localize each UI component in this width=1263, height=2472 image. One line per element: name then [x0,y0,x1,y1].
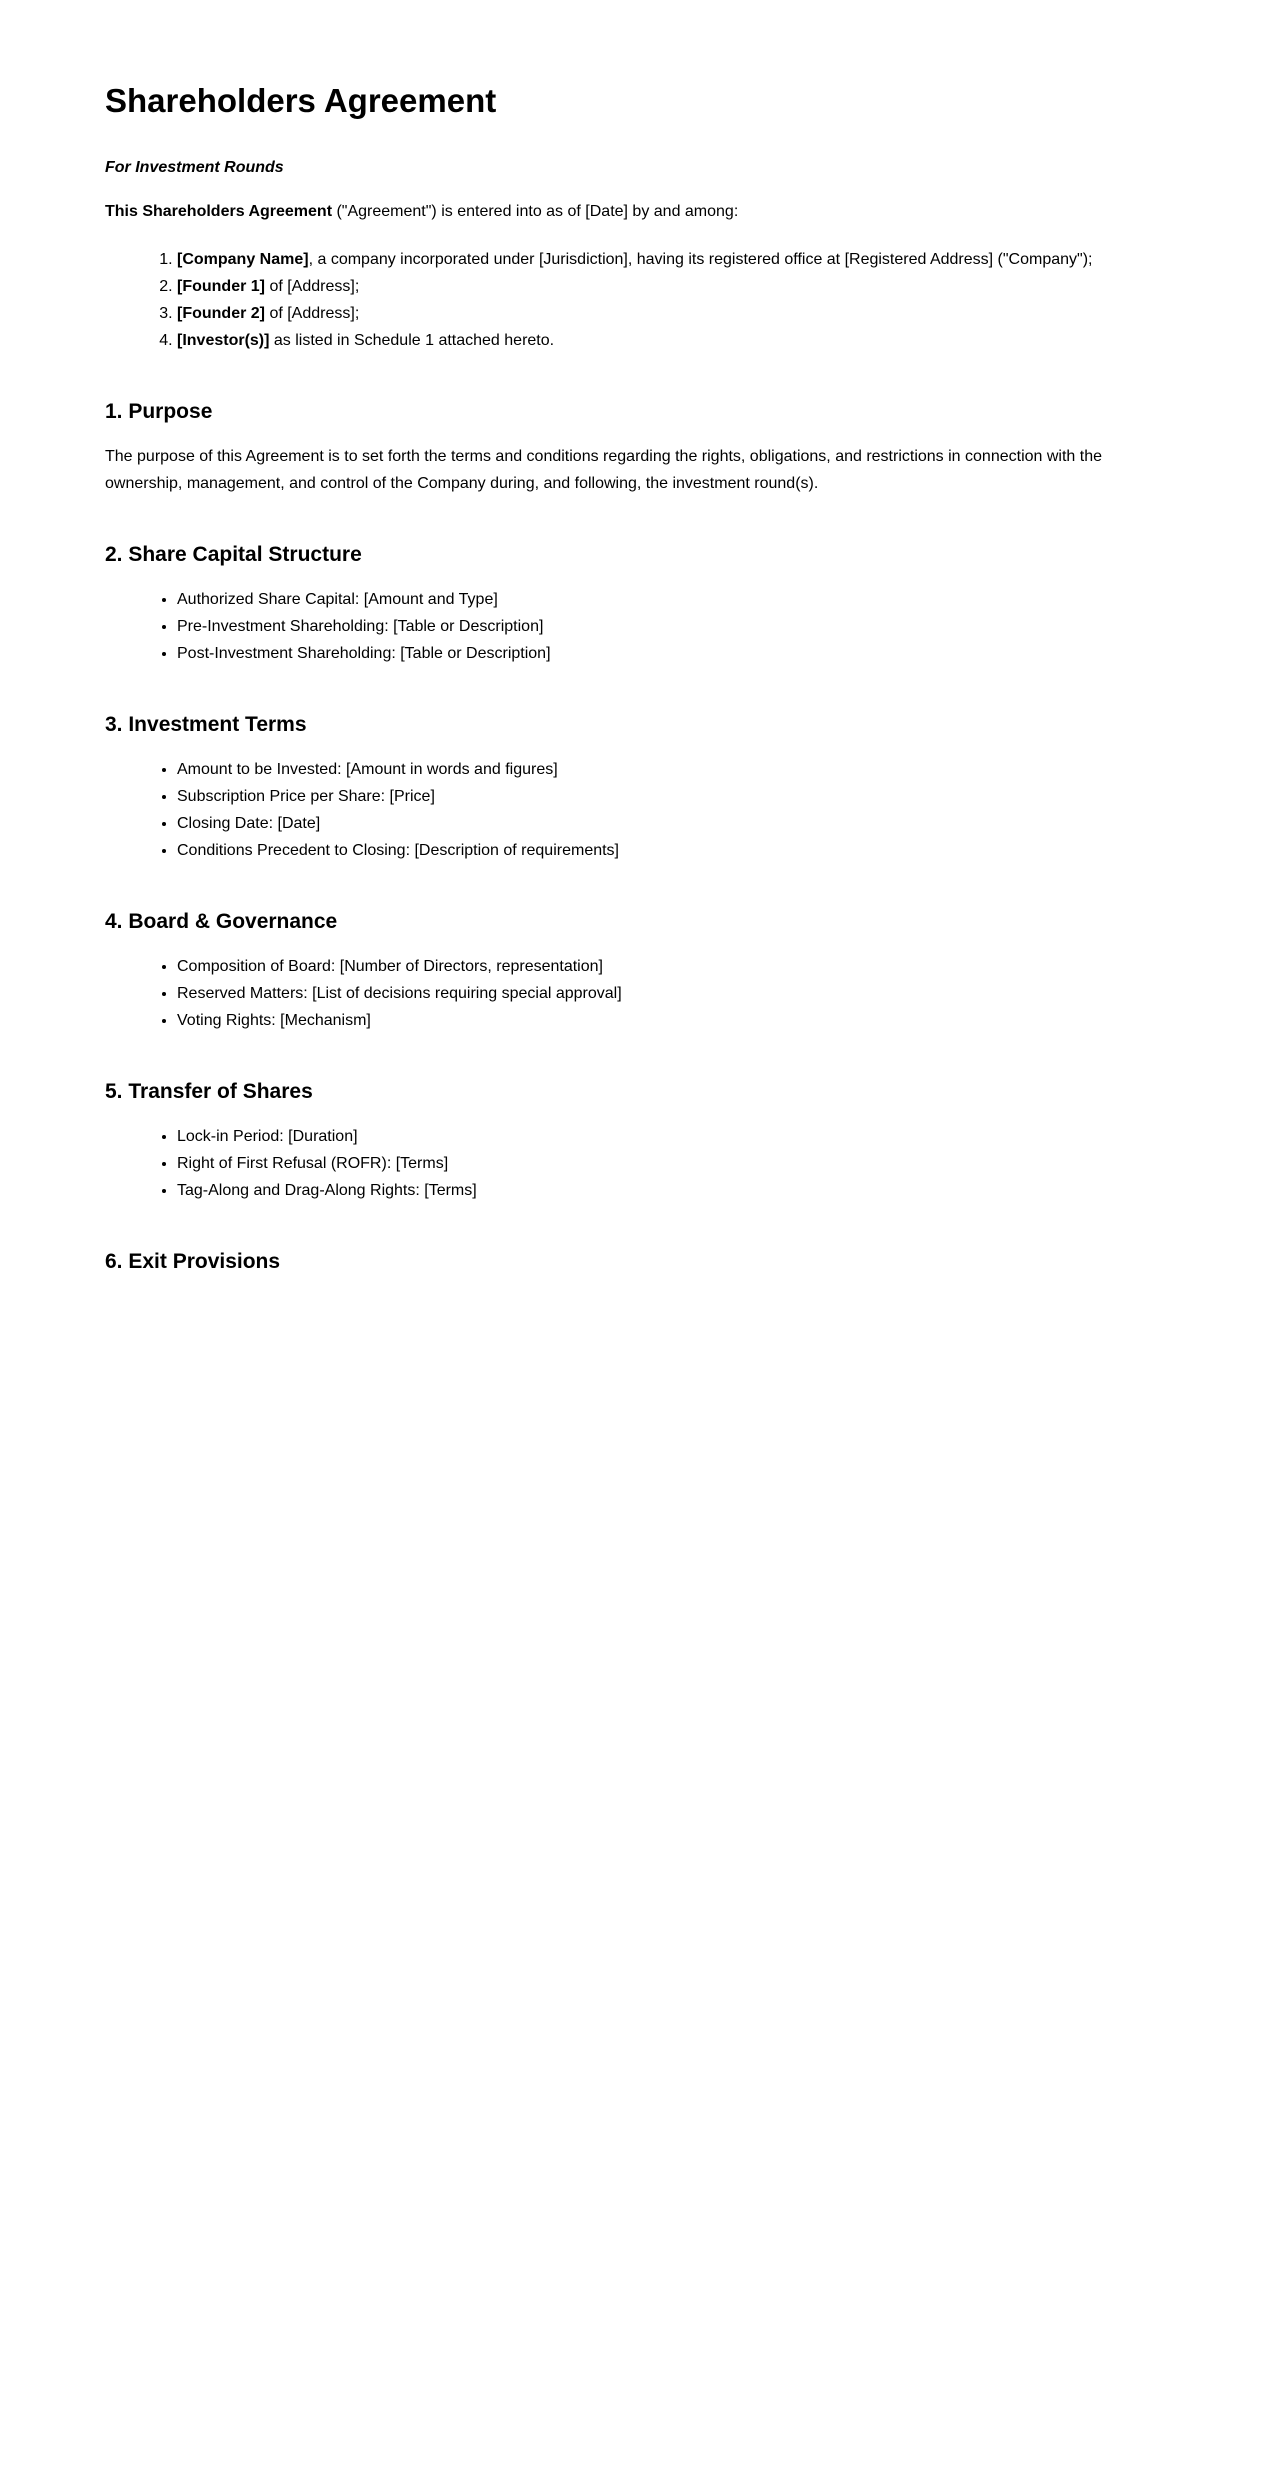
party-item [177,327,1165,354]
list-item: • Amount to be Invested: [Amount in words and figures] [177,756,1165,783]
party-details: of [Address]; [265,305,360,322]
purpose-paragraph: The purpose of this Agreement is to set forth the terms and conditions regarding the rights, obligations, and restrictions in connection with the ownership, management, and control of the Company during, and following, the investment round(s). [105,448,1102,492]
party-name: [Company Name] [177,251,309,268]
list-item: • Reserved Matters: [List of decisions requiring special approval] [177,980,1165,1007]
list-item: • Tag-Along and Drag-Along Rights: [Terms] [177,1177,1165,1204]
section-heading-purpose: 1. Purpose [105,400,213,423]
parties-list [105,246,1165,354]
document-title: Shareholders Agreement [105,82,497,119]
intro-text: ("Agreement") is entered into as of [Date] by and among: [332,203,739,220]
list-item: • Post-Investment Shareholding: [Table or Description] [177,640,1165,667]
share-capital-list [105,586,1165,667]
section-heading-transfer-of-shares: 5. Transfer of Shares [105,1080,313,1103]
party-details: as listed in Schedule 1 attached hereto. [269,332,555,349]
document-body [105,0,1165,1276]
list-item: • Pre-Investment Shareholding: [Table or Description] [177,613,1165,640]
party-item [177,273,1165,300]
list-item: • Composition of Board: [Number of Directors, representation] [177,953,1165,980]
list-item: • Authorized Share Capital: [Amount and Type] [177,586,1165,613]
section-heading-investment-terms: 3. Investment Terms [105,713,307,736]
party-item [177,300,1165,327]
party-name: [Founder 2] [177,305,265,322]
document-subtitle: For Investment Rounds [105,159,284,176]
section-heading-exit-provisions: 6. Exit Provisions [105,1250,281,1273]
list-item: • Right of First Refusal (ROFR): [Terms] [177,1150,1165,1177]
investment-terms-list [105,756,1165,864]
party-details: , a company incorporated under [Jurisdiction], having its registered office at [Registered Address] ("Company"); [308,251,1093,268]
list-item: • Subscription Price per Share: [Price] [177,783,1165,810]
list-item: • Lock-in Period: [Duration] [177,1123,1165,1150]
section-heading-board-governance: 4. Board & Governance [105,910,338,933]
intro-bold-text: This Shareholders Agreement [105,203,333,220]
party-name: [Founder 1] [177,278,265,295]
board-governance-list [105,953,1165,1034]
party-details: of [Address]; [265,278,360,295]
list-item: • Voting Rights: [Mechanism] [177,1007,1165,1034]
party-item [177,246,1165,273]
party-name: [Investor(s)] [177,332,270,349]
section-heading-share-capital: 2. Share Capital Structure [105,543,362,566]
intro-paragraph [105,201,1165,223]
transfer-of-shares-list [105,1123,1165,1204]
list-item: • Conditions Precedent to Closing: [Description of requirements] [177,837,1165,864]
list-item: • Closing Date: [Date] [177,810,1165,837]
